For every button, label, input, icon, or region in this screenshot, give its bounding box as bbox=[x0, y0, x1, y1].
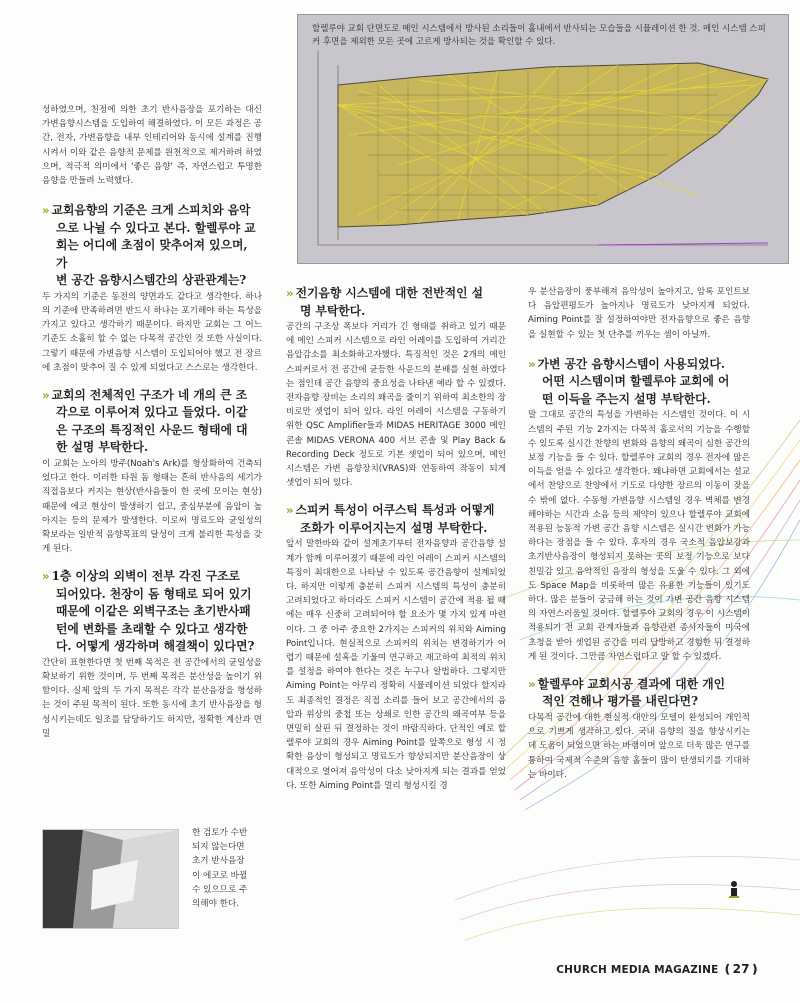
speaker-figure-icon bbox=[727, 880, 741, 900]
answer-5: 앞서 말한바와 같이 설계초기부터 전자음향과 공간음향 설계가 함께 이루어졌기 때문에 라인 어레이 스피커 시스템의 특징이 최대한으로 나타날 수 있도록 공간음향이 설계되었다. 하지만 이렇게 충분히 스피커 시스템의 특성이 충분히 고려되었다고 하더라도 스피커 시스템이 공간에 적용 될 때에는 매우 신중히 고려되어야 할 요소가 몇 가지 있게 마련이다. 그 중 아주 중요한 2가지는 스피커의 위치와 Aiming Point입니다. 현실적으로 스피커의 위치는 변경하기가 어렵기 때문에 설혹을 기울여 연구하고 재고하여 최적의 위치를 설정을 하여야 한다는 것은 누구나 알법하다. 그렇지만 Aiming Point는 아무리 정확히 시뮬레이션 되었다 할지라도 최종적인 결정은 직접 소리를 들어 보고 공간에서의 음압과 위상의 중첩 또는 상쇄로 인한 공간의 왜곡여부 등을 면밀히 살핀 뒤 결정하는 것이 바람직하다. 단적인 예로 할렐루야 교회의 경우 Aiming Point를 앞쪽으로 형성 시 정확한 음상이 형성되고 명료도가 향상되지만 분산음장이 상대적으로 열어져 음악성이 다소 낮아지게 되는 결과를 얻었다. 또한 Aiming Point를 멀리 형성시킬 경 bbox=[286, 539, 506, 791]
answer-1: 두 가지의 기준은 동전의 양면과도 같다고 생각한다. 하나의 기준에 만족하려면 반드시 하나는 포기해야 하는 특성을 가지고 있다고 생각하기 때문이다. 하지만 교회는 그 어느 기준도 소홀히 할 수 없는 다목적 공간인 것 또한 사실이다. 그렇기 때문에 가변음향 시스템이 도입되어야 했고 전 장르에 초점이 맞추어 질 수 있게 되었다고 스스로는 생각한다. bbox=[42, 291, 262, 373]
magazine-name: CHURCH MEDIA MAGAZINE bbox=[556, 964, 719, 976]
double-chevron-icon: » bbox=[42, 569, 50, 584]
double-chevron-icon: » bbox=[286, 286, 294, 300]
double-chevron-icon: » bbox=[528, 356, 536, 371]
col3-continuation: 우 분산음장이 풍부해져 음악성이 높아지고, 암록 포인트보다 음압편평도가 높아지나 명료도가 낮아지게 되었다. Aiming Point를 잘 설정하여야만 전자음향으로 좋은 음향을 실현할 수 있는 첫 단추를 끼우는 셈이 아닐까. bbox=[528, 287, 750, 340]
page-footer bbox=[556, 962, 760, 976]
answer-4: 공간의 구조상 폭보다 거리가 긴 형태를 취하고 있기 때문에 메인 스피커 시스템으로 라인 어레이를 도입하여 거리간 음압감소를 최소화하고자했다. 특징적인 것은 2개의 메인 스피커로서 전 공간에 균등한 사운드의 분배를 실현 하였다는 점인데 공간 음향의 중요성을 나타낸 예라 할 수 있겠다. 전자음향 장비는 소리의 왜곡을 줄이기 위하여 최소한의 장비로만 셋업이 되어 있다. 라인 어레이 시스템을 구동하기 위한 QSC Amplifier들과 MIDAS HERITAGE 3000 메인 콘솔 MIDAS VERONA 400 서브 콘솔 및 Play Back & Recording Deck 정도로 기본 셋업이 되어 있으며, 메인 시스템은 가변 음향장치(VRAS)와 연동하여 작동이 되게 셋업이 되어 있다. bbox=[286, 322, 506, 489]
column-2 bbox=[286, 285, 506, 793]
figure-caption: 할렐루야 교회 단면도로 메인 시스템에서 방사된 소리들이 홀내에서 반사되는 모습들을 시뮬레이션 한 것. 메인 시스템 스피커 후면을 제외한 모든 곳에 고르게 방사되는 것을 확인할 수 있다. bbox=[312, 24, 766, 47]
interior-photo bbox=[42, 829, 179, 929]
question-6: » 가변 공간 음향시스템이 사용되었다. 어떤 시스템이며 할렐루야 교회에 어 떤 이득을 주는지 설명 부탁한다. bbox=[528, 356, 730, 406]
answer-2: 이 교회는 노아의 방주(Noah's Ark)를 형상화하여 건축되었다고 한다. 이러한 타원 돔 형태는 흔히 반사음의 세기가 직접음보다 커지는 현상(반사음들이 한 곳에 모이는 현상) 때문에 에코 현상이 발생하기 쉽고, 중심부분에 음압이 높아지는 등의 문제가 발생한다. 이로써 명료도와 균일성의 확보라는 일반적 음향목표의 달성이 크게 불리한 특성을 갖게 된다. bbox=[42, 458, 262, 555]
column-1 bbox=[42, 103, 262, 741]
question-7: » 할렐루야 교회시공 결과에 대한 개인 적인 견해나 평가를 내린다면? bbox=[528, 676, 725, 709]
double-chevron-icon: » bbox=[528, 676, 536, 691]
church-section-diagram bbox=[298, 15, 788, 263]
question-3: » 1층 이상의 외벽이 전부 각진 구조로 되어있다. 천장이 돔 형태로 되어 있기 때문에 이같은 외벽구조는 초기반사패 턴에 변화를 초래할 수 있다고 생각한 다. 어떻게 생각하며 해결책이 있다면? bbox=[42, 569, 255, 654]
answer-7: 다목적 공간에 대한 현실적 대안의 모델이 완성되어 개인적으로 기쁘게 생각하고 있다. 국내 음향의 질을 향상시키는 데 도움이 되었으면 하는 바램이며 앞으로 더욱 많은 연구를 통하여 국제적 수준의 음향 홀들이 많이 탄생되기를 기대하는 바이다. bbox=[528, 712, 750, 780]
column-3 bbox=[528, 285, 750, 782]
answer-6: 말 그대로 공간의 특성을 가변하는 시스템인 것이다. 이 시스템의 주된 기능 2가지는 다목적 홀로서의 기능을 수행할 수 있도록 실시간 찬향의 변화와 음향의 왜곡이 심한 공간의 보정 기능을 들 수 있다. 할렐루야 교회의 경우 전자에 많은 이득을 얻을 수 있다고 생각한다. 왜냐하면 교회에서는 설교에서 찬양으로 찬양에서 기도로 다양한 장르의 이동이 잦을 수 밖에 없다. 수동형 가변음향 시스템일 경우 벽체를 변경해야하는 시간과 소음 등의 제약이 있으나 할렐루야 교회에 적용된 능동적 가변 공간 음향 시스템은 실시간 변화가 가능하다는 장점을 들 수 있다. 후자의 경우 국소적 음압보강과 초기반사음장이 형성되지 못하는 곳의 보정 기능으로 보다 친밀감 있고 음악적인 음장의 형성을 도울 수 있다. 그 외에도 Space Map을 비롯하여 많은 유용한 기능들이 있기도 하다. 많은 분들이 궁금해 하는 것이 가변 공간 음향 시스템의 자연스러움일 것이다. 할렐루야 교회의 경우 이 시스템이 적용되기 전 교회 관계자들과 음향관련 종사자들이 미국에 초청을 받아 셋업된 공간을 미리 답방하고 경험한 뒤 결정하게 된 것이다. 그만큼 자연스럽다고 말 할 수 있겠다. bbox=[528, 410, 750, 662]
double-chevron-icon: » bbox=[286, 503, 294, 518]
question-2: » 교회의 전체적인 구조가 네 개의 큰 조 각으로 이루어져 있다고 들었다. 이같 은 구조의 특징적인 사운드 형태에 대 한 설명 부탁한다. bbox=[42, 387, 248, 455]
double-chevron-icon: » bbox=[42, 203, 50, 218]
question-4: » 전기음향 시스템에 대한 전반적인 설 명 부탁한다. bbox=[286, 286, 483, 318]
question-1: » 교회음향의 기준은 크게 스피치와 음악 으로 나뉠 수 있다고 본다. 할렐루야 교 회는 어디에 초점이 맞추어져 있으며, 가 변 공간 음향시스템간의 상관관계는? bbox=[42, 203, 256, 288]
col1-intro: 성하였으며, 천정에 의한 초기 반사음장을 포기하는 대신 가변음향시스템을 도입하여 해결하였다. 이 모든 과정은 공간, 전자, 가변음향을 내부 인테리어와 동시에 설계를 진행시켜서 이와 같은 음향적 문제를 원천적으로 제거하려 하였으며, 적극적 의미에서 '좋은 음향' 즉, 자연스럽고 투명한 음향을 만들려 노력했다. bbox=[42, 105, 262, 187]
angled-wall-image bbox=[43, 830, 178, 928]
double-chevron-icon: » bbox=[42, 387, 50, 402]
photo-side-text: 한 검토가 수반 되지 않는다면 초기 반사음장 이 에코로 바뀔 수 있으므로 주 의해야 한다. bbox=[192, 828, 248, 910]
page-number: ❪27❫ bbox=[722, 962, 760, 976]
answer-3: 간단히 표현한다면 첫 번째 목적은 전 공간에서의 균일성을 확보하기 위한 것이며, 두 번째 목적은 분산성을 높이기 위함이다. 실제 앞의 두 가지 목적은 각각 분산음장을 형성하는 것이 주된 목적이 된다. 또한 동시에 초기 반사음장을 형성시키는데도 일조를 담당하기도 하지만, 정확한 계산과 면밀 bbox=[42, 657, 262, 739]
simulation-figure bbox=[297, 14, 789, 264]
question-5: » 스피커 특성이 어쿠스틱 특성과 어떻게 조화가 이루어지는지 설명 부탁한다. bbox=[286, 503, 495, 535]
